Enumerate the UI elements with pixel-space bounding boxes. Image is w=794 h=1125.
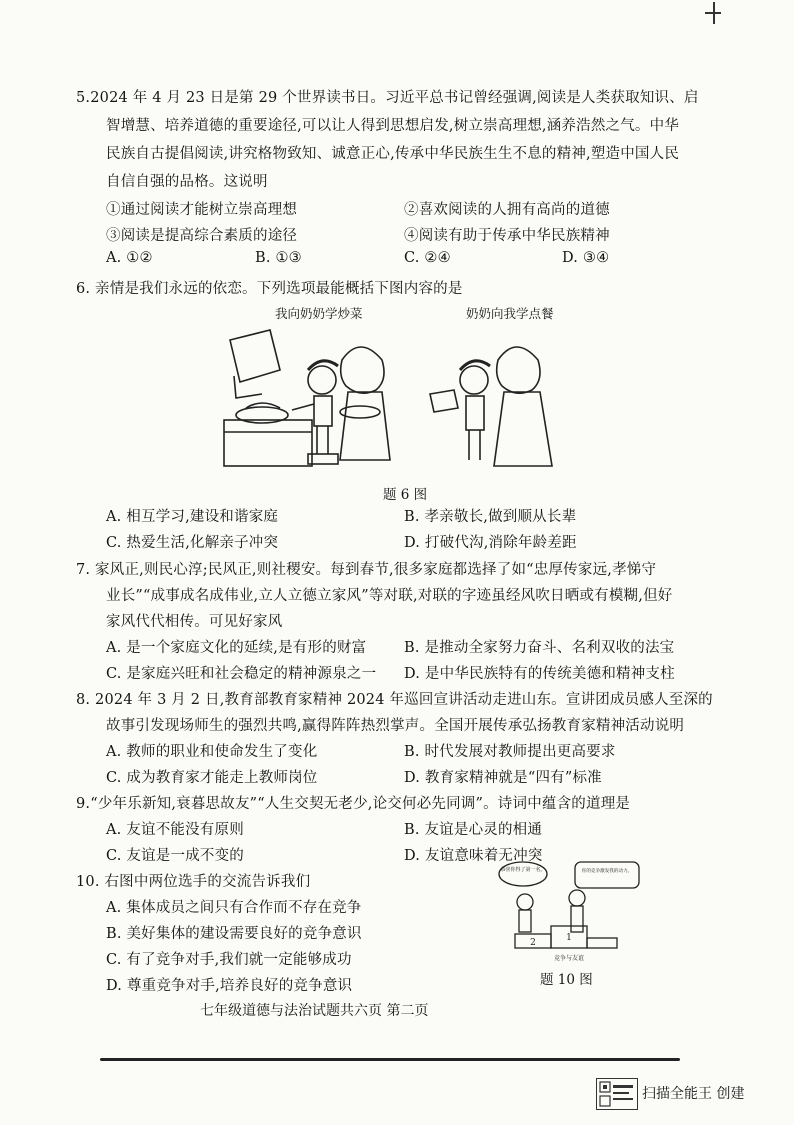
q6-cartoon-illustration [222,320,584,470]
q9-option-c: C. 友谊是一成不变的 [106,848,244,864]
q9-option-b: B. 友谊是心灵的相通 [404,822,543,838]
q6-figure-caption: 题 6 图 [383,487,428,503]
q10-cartoon-illustration [495,860,645,965]
q8-option-b: B. 时代发展对教师提出更高要求 [404,744,616,760]
q5-line-1: 5.2024 年 4 月 23 日是第 29 个世界读书日。习近平总书记曾经强调,阅读是人类获取知识、启 [76,90,699,106]
q6-option-c: C. 热爱生活,化解亲子冲突 [106,535,279,551]
q7-line-2: 业长”“成事成名成伟业,立人立德立家风”等对联,对联的字迹虽经风吹日晒或有模糊,但好 [106,588,673,604]
q6-panel-left-caption: 我向奶奶学炒菜 [275,306,363,321]
q8-option-c: C. 成为教育家才能走上教师岗位 [106,770,318,786]
q7-option-b: B. 是推动全家努力奋斗、名利双收的法宝 [404,640,675,656]
q8-option-d: D. 教育家精神就是“四有”标准 [404,770,602,786]
q10-option-b: B. 美好集体的建设需要良好的竞争意识 [106,926,362,942]
q6-option-b: B. 孝亲敬长,做到顺从长辈 [404,509,577,525]
q5-item-1: ①通过阅读才能树立崇高理想 [106,202,298,218]
q8-option-a: A. 教师的职业和使命发生了变化 [106,744,318,760]
q6-option-a: A. 相互学习,建设和谐家庭 [106,509,279,525]
q10-podium-second: 2 [530,938,536,948]
q5-option-b: B. ①③ [255,250,302,266]
q9-stem: 9.“少年乐新知,衰暮思故友”“人生交契无老少,论交何必先同调”。诗词中蕴含的道理是 [76,796,631,812]
page-footer: 七年级道德与法治试题共六页 第二页 [200,1003,429,1019]
q5-item-4: ④阅读有助于传承中华民族精神 [404,228,610,244]
q5-option-d: D. ③④ [562,250,610,266]
q7-line-3: 家风代代相传。可见好家风 [106,614,283,630]
scanner-logo-icon [596,1078,638,1110]
q5-option-a: A. ①② [106,250,153,266]
q6-option-d: D. 打破代沟,消除年龄差距 [404,535,577,551]
q10-podium-first: 1 [566,933,572,943]
q7-option-a: A. 是一个家庭文化的延续,是有形的财富 [106,640,367,656]
q5-line-2: 智增慧、培养道德的重要途径,可以让人得到思想启发,树立崇高理想,涵养浩然之气。中华 [106,118,680,134]
q9-option-a: A. 友谊不能没有原则 [106,822,244,838]
q7-option-c: C. 是家庭兴旺和社会稳定的精神源泉之一 [106,666,377,682]
bottom-divider [100,1058,680,1061]
q5-item-2: ②喜欢阅读的人拥有高尚的道德 [404,202,610,218]
q10-option-d: D. 尊重竞争对手,培养良好的竞争意识 [106,978,353,994]
scanner-watermark-text: 扫描全能王 创建 [642,1086,745,1102]
q5-item-3: ③阅读是提高综合素质的途径 [106,228,298,244]
q5-line-3: 民族自古提倡阅读,讲究格物致知、诚意正心,传承中华民族生生不息的精神,塑造中国人民 [106,146,680,162]
q10-podium-label: 竞争与友谊 [553,955,585,962]
q5-option-c: C. ②④ [404,250,451,266]
q10-bubble-left-line-1: 恭喜你得了第一名。 [500,867,546,873]
q8-line-1: 8. 2024 年 3 月 2 日,教育部教育家精神 2024 年巡回宣讲活动走进山东。宣讲团成员感人至深的 [76,692,713,708]
q6-panel-right-caption: 奶奶向我学点餐 [466,306,554,321]
q10-figure-caption: 题 10 图 [540,972,593,988]
q6-stem: 6. 亲情是我们永远的依恋。下列选项最能概括下图内容的是 [76,281,463,297]
q9-option-d: D. 友谊意味着无冲突 [404,848,543,864]
q7-option-d: D. 是中华民族特有的传统美德和精神支柱 [404,666,675,682]
q7-line-1: 7. 家风正,则民心淳;民风正,则社稷安。每到春节,很多家庭都选择了如“忠厚传家远,孝悌守 [76,562,657,578]
q8-line-2: 故事引发现场师生的强烈共鸣,赢得阵阵热烈掌声。全国开展传承弘扬教育家精神活动说明 [106,718,685,734]
crosshair-mark [703,2,725,24]
q10-stem: 10. 右图中两位选手的交流告诉我们 [76,874,311,890]
q10-option-a: A. 集体成员之间只有合作而不存在竞争 [106,900,362,916]
q10-option-c: C. 有了竞争对手,我们就一定能够成功 [106,952,352,968]
q5-line-4: 自信自强的品格。这说明 [106,174,268,190]
q10-bubble-right: 你的竞争激发我的动力。 [581,869,633,874]
